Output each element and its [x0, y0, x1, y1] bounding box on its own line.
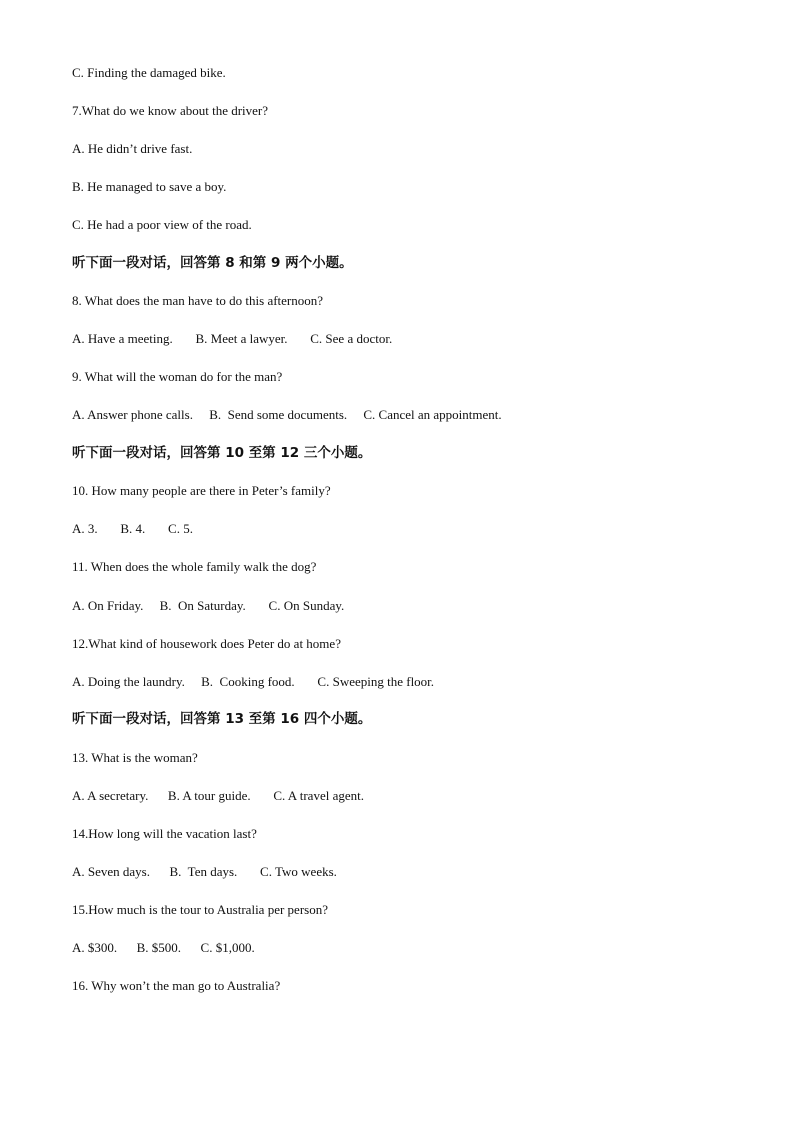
question-7: 7.What do we know about the driver? [72, 103, 269, 118]
section-heading: 听下面一段对话，回答第 8 和第 9 两个小题。 [72, 255, 353, 271]
section-heading: 听下面一段对话，回答第 13 至第 16 四个小题。 [72, 711, 372, 727]
answer-options-10: A. 3. B. 4. C. 5. [72, 521, 193, 536]
answer-options-8: A. Have a meeting. B. Meet a lawyer. C. See a doctor. [72, 331, 393, 346]
answer-option-line: C. He had a poor view of the road. [72, 217, 252, 232]
question-9: 9. What will the woman do for the man? [72, 369, 283, 384]
section-heading: 听下面一段对话，回答第 10 至第 12 三个小题。 [72, 445, 372, 461]
answer-options-12: A. Doing the laundry. B. Cooking food. C. Sweeping the floor. [72, 674, 435, 689]
question-12: 12.What kind of housework does Peter do at home? [72, 636, 341, 651]
answer-options-11: A. On Friday. B. On Saturday. C. On Sunday. [72, 598, 345, 613]
answer-options-14: A. Seven days. B. Ten days. C. Two weeks. [72, 864, 337, 879]
answer-options-13: A. A secretary. B. A tour guide. C. A travel agent. [72, 788, 364, 803]
question-13: 13. What is the woman? [72, 750, 198, 765]
question-15: 15.How much is the tour to Australia per person? [72, 902, 328, 917]
question-10: 10. How many people are there in Peter’s family? [72, 483, 331, 498]
answer-option-line: A. He didn’t drive fast. [72, 141, 193, 156]
answer-options-15: A. $300. B. $500. C. $1,000. [72, 940, 255, 955]
question-16: 16. Why won’t the man go to Australia? [72, 978, 281, 993]
answer-option-line: B. He managed to save a boy. [72, 179, 227, 194]
question-11: 11. When does the whole family walk the dog? [72, 559, 317, 574]
question-8: 8. What does the man have to do this afternoon? [72, 293, 324, 308]
answer-option-line: C. Finding the damaged bike. [72, 65, 226, 80]
question-14: 14.How long will the vacation last? [72, 826, 257, 841]
answer-options-9: A. Answer phone calls. B. Send some documents. C. Cancel an appointment. [72, 407, 502, 422]
